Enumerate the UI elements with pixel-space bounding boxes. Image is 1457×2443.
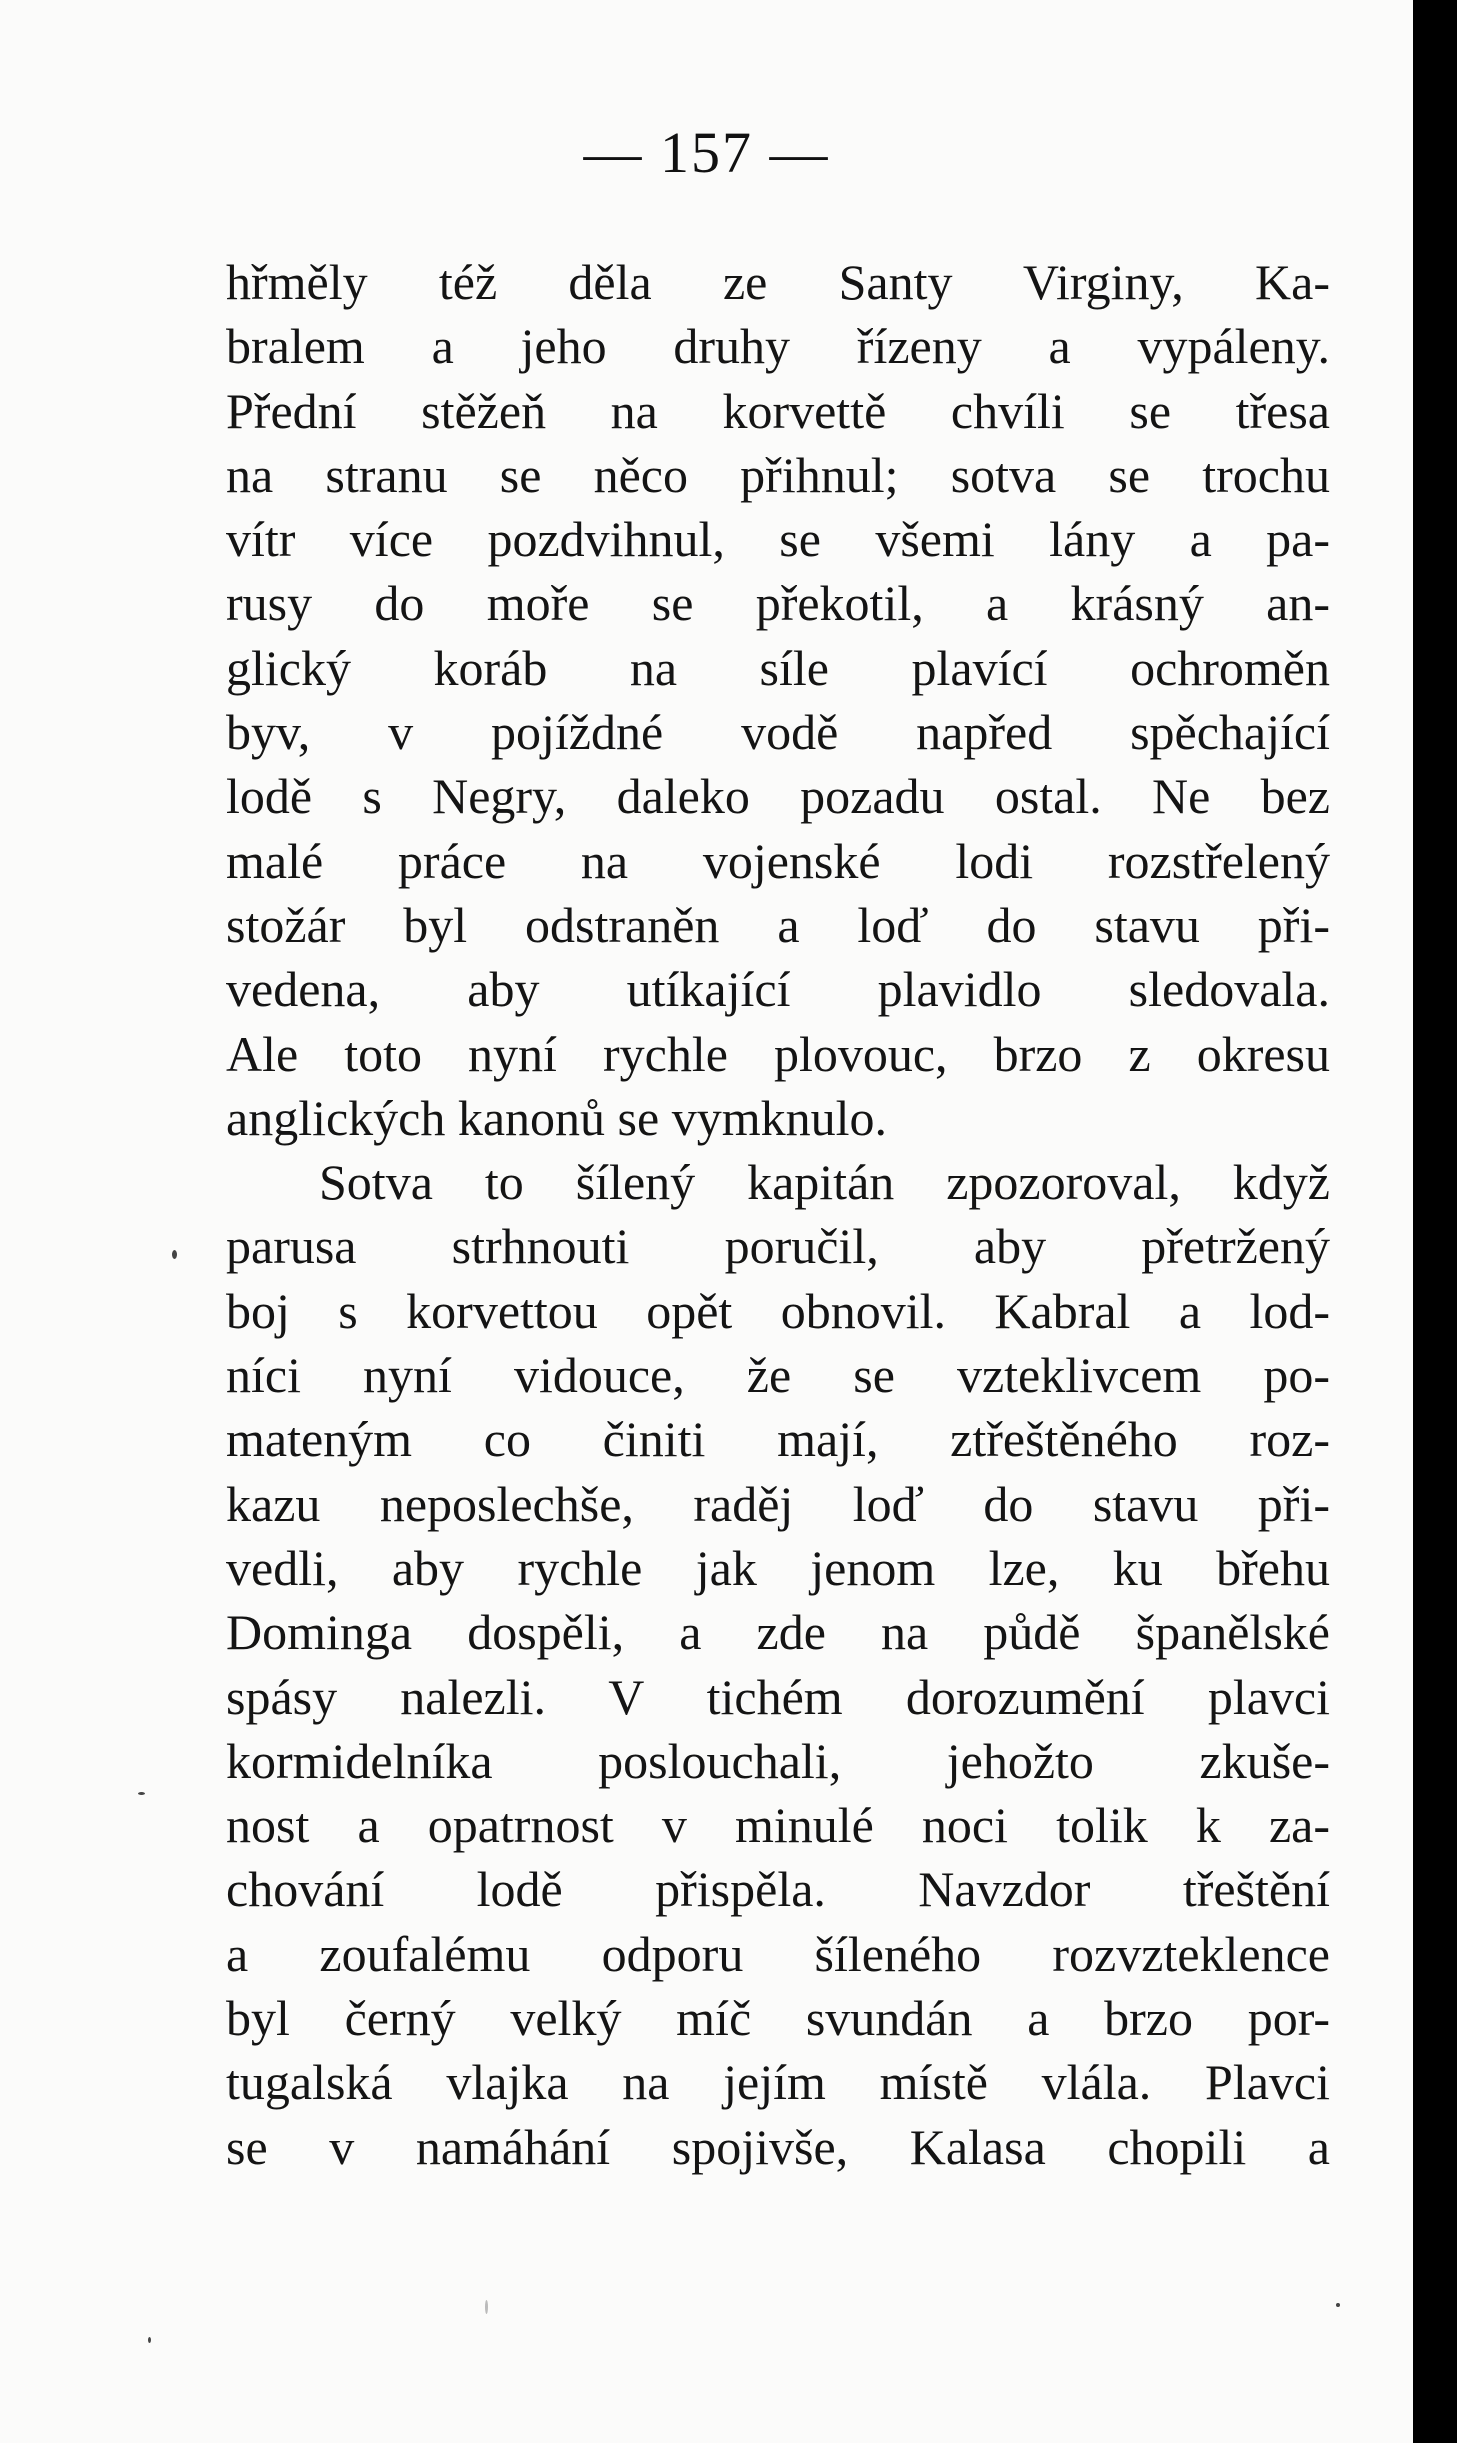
text-line: vedena, aby utíkající plavidlo sledovala.	[226, 961, 1330, 1018]
print-speck	[138, 1792, 145, 1795]
text-line: vítr více pozdvihnul, se všemi lány a pa-	[226, 511, 1330, 568]
text-line: Dominga dospěli, a zde na půdě španělské	[226, 1604, 1330, 1661]
page-number: — 157 —	[583, 120, 830, 185]
text-line: Ale toto nyní rychle plovouc, brzo z okresu	[226, 1025, 1330, 1082]
text-line: na stranu se něco přihnul; sotva se trochu	[226, 446, 1330, 503]
text-line: hřměly též děla ze Santy Virginy, Ka-	[226, 254, 1330, 310]
scan-edge-bar	[1413, 0, 1457, 2443]
text-line: a zoufalému odporu šíleného rozvzteklence	[226, 1925, 1330, 1982]
text-line: boj s korvettou opět obnovil. Kabral a lod-	[226, 1282, 1330, 1339]
text-line: níci nyní vidouce, že se vzteklivcem po-	[226, 1347, 1330, 1404]
print-speck	[485, 2300, 488, 2314]
text-line: spásy nalezli. V tichém dorozumění plavci	[226, 1668, 1330, 1725]
print-speck	[1336, 2303, 1340, 2307]
text-line: malé práce na vojenské lodi rozstřelený	[226, 832, 1330, 889]
text-line: stožár byl odstraněn a loď do stavu při-	[226, 896, 1330, 953]
text-line: byv, v pojíždné vodě napřed spěchající	[226, 704, 1330, 761]
text-line: nost a opatrnost v minulé noci tolik k za-	[226, 1797, 1330, 1854]
text-line: kormidelníka poslouchali, jehožto zkuše-	[226, 1732, 1330, 1789]
text-line: se v namáhání spojivše, Kalasa chopili a	[226, 2118, 1330, 2175]
text-line: Přední stěžeň na korvettě chvíli se třesa	[226, 382, 1330, 439]
text-line: rusy do moře se překotil, a krásný an-	[226, 575, 1330, 632]
text-line: anglických kanonů se vymknulo.	[226, 1089, 887, 1146]
text-line: mateným co činiti mají, ztřeštěného roz-	[226, 1411, 1330, 1468]
body-text	[226, 250, 1330, 2179]
text-line: lodě s Negry, daleko pozadu ostal. Ne bez	[226, 768, 1330, 825]
text-line: bralem a jeho druhy řízeny a vypáleny.	[226, 318, 1330, 375]
text-line: kazu neposlechše, raděj loď do stavu při-	[226, 1475, 1330, 1532]
text-line: vedli, aby rychle jak jenom lze, ku břehu	[226, 1539, 1330, 1596]
text-line: byl černý velký míč svundán a brzo por-	[226, 1990, 1330, 2047]
text-line: chování lodě přispěla. Navzdor třeštění	[226, 1861, 1330, 1918]
text-line: tugalská vlajka na jejím místě vlála. Plavci	[226, 2054, 1330, 2111]
print-speck	[172, 1250, 177, 1259]
text-line: glický koráb na síle plavící ochroměn	[226, 639, 1330, 696]
text-line: Sotva to šílený kapitán zpozoroval, když	[319, 1154, 1330, 1211]
print-speck	[148, 2337, 151, 2343]
text-line: parusa strhnouti poručil, aby přetržený	[226, 1218, 1330, 1275]
